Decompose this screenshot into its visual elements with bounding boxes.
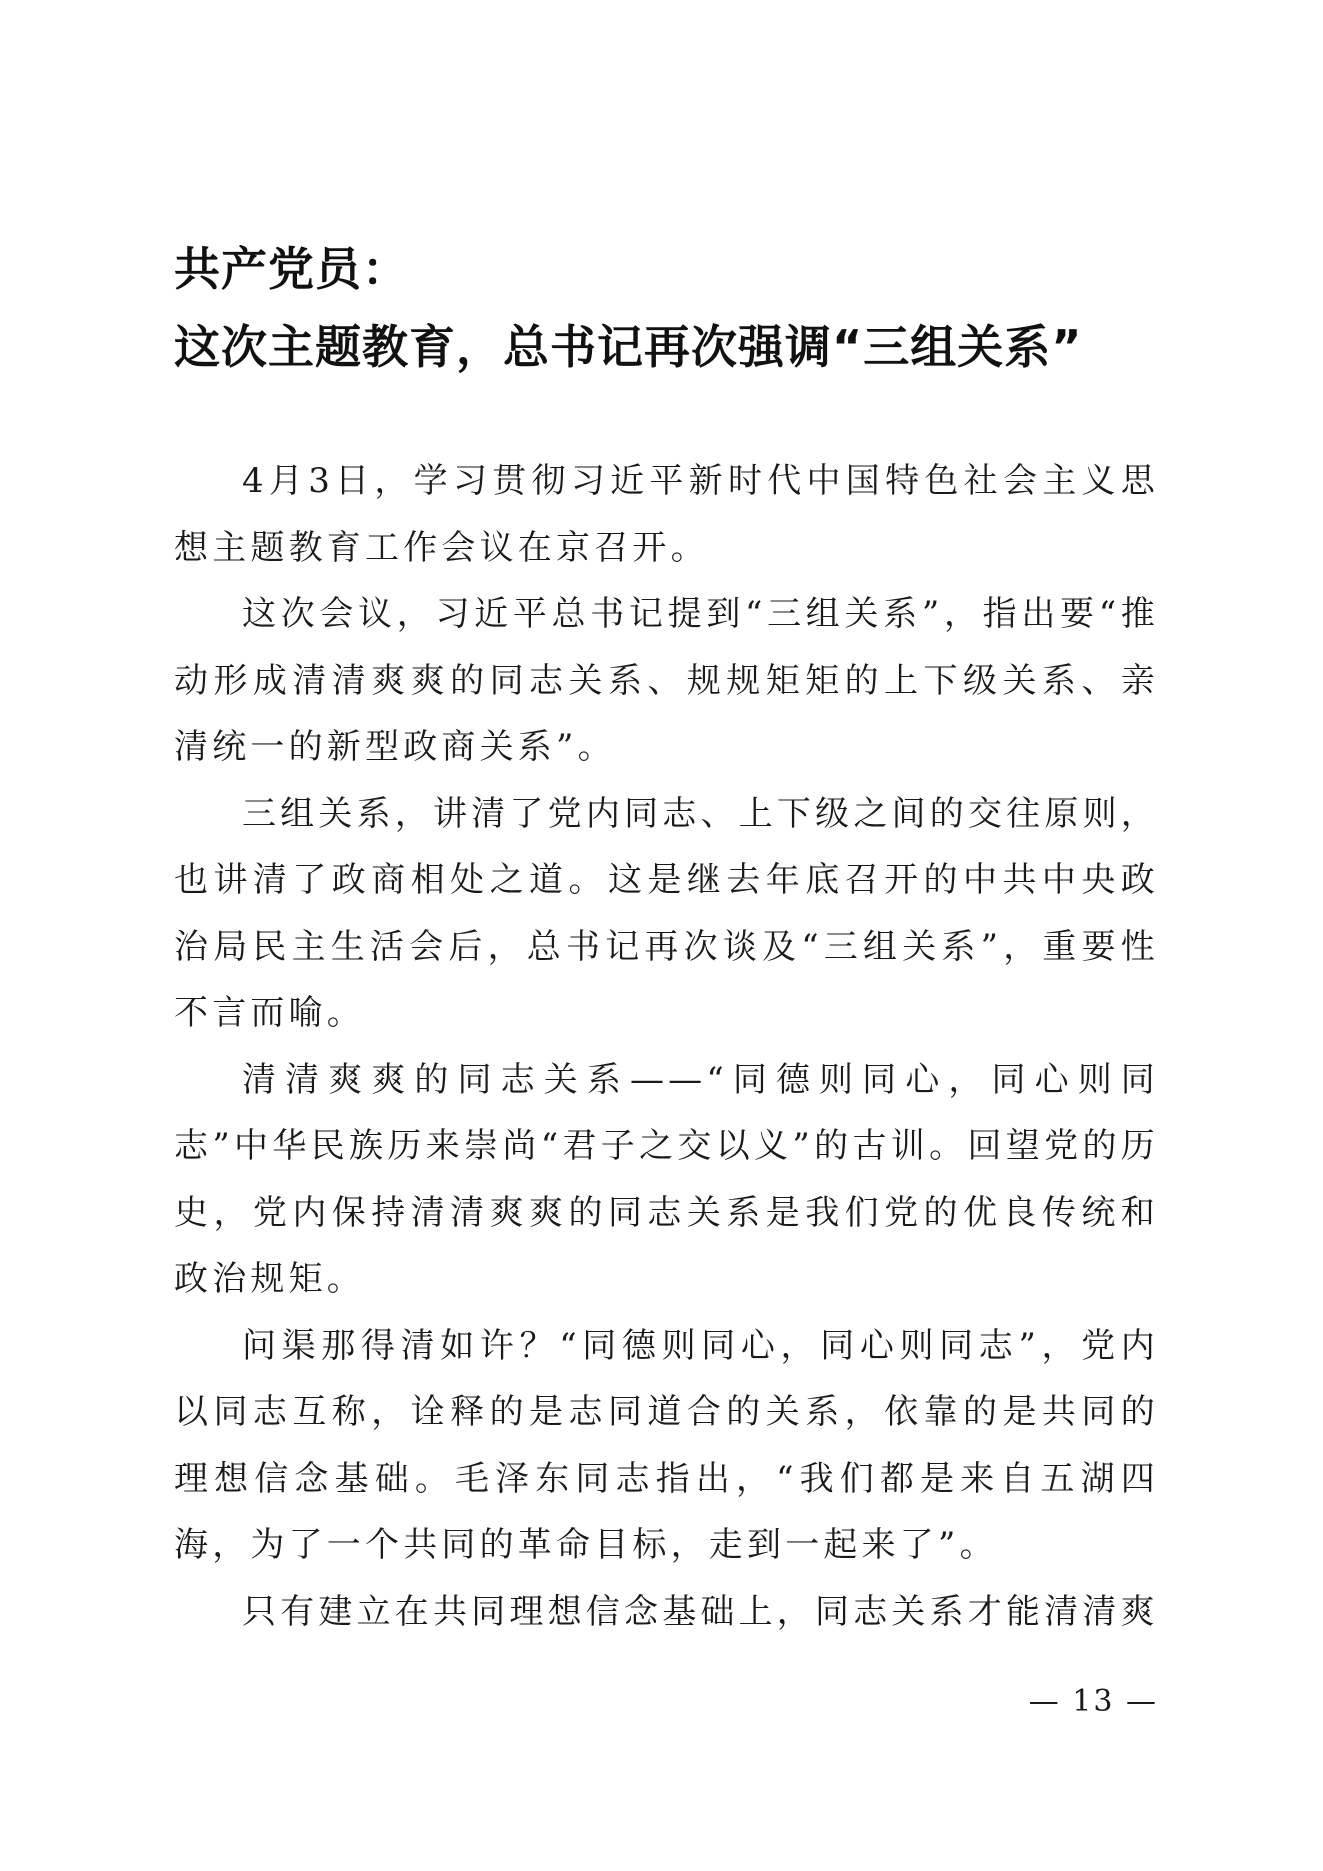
article-title: [174, 230, 1174, 386]
title-line-1: 共产党员：: [174, 242, 409, 296]
paragraph: 只有建立在共同理想信念基础上，同志关系才能清清爽: [242, 1591, 1159, 1632]
title-line-2: 这次主题教育，总书记再次强调“三组关系”: [174, 320, 1083, 374]
paragraph: 三组关系，讲清了党内同志、上下级之间的交往原则，也讲清了政商相处之道。这是继去年底召开的中共中央政治局民主生活会后，总书记再次谈及“三组关系”，重要性不言而喻。: [174, 793, 1159, 1033]
article-body: [174, 448, 1159, 1645]
paragraph: 清清爽爽的同志关系——“同德则同心，同心则同志”中华民族历来崇尚“君子之交以义”的古训。回望党的历史，党内保持清清爽爽的同志关系是我们党的优良传统和政治规矩。: [174, 1059, 1159, 1299]
paragraph: 问渠那得清如许？“同德则同心，同心则同志”，党内以同志互称，诠释的是志同道合的关系，依靠的是共同的理想信念基础。毛泽东同志指出，“我们都是来自五湖四海，为了一个共同的革命目标，走到一起来了”。: [174, 1325, 1159, 1565]
page-number: — 13 —: [1028, 1684, 1158, 1719]
paragraph: 4月3日，学习贯彻习近平新时代中国特色社会主义思想主题教育工作会议在京召开。: [174, 461, 1159, 568]
paragraph: 这次会议，习近平总书记提到“三组关系”，指出要“推动形成清清爽爽的同志关系、规规矩矩的上下级关系、亲清统一的新型政商关系”。: [174, 594, 1159, 767]
